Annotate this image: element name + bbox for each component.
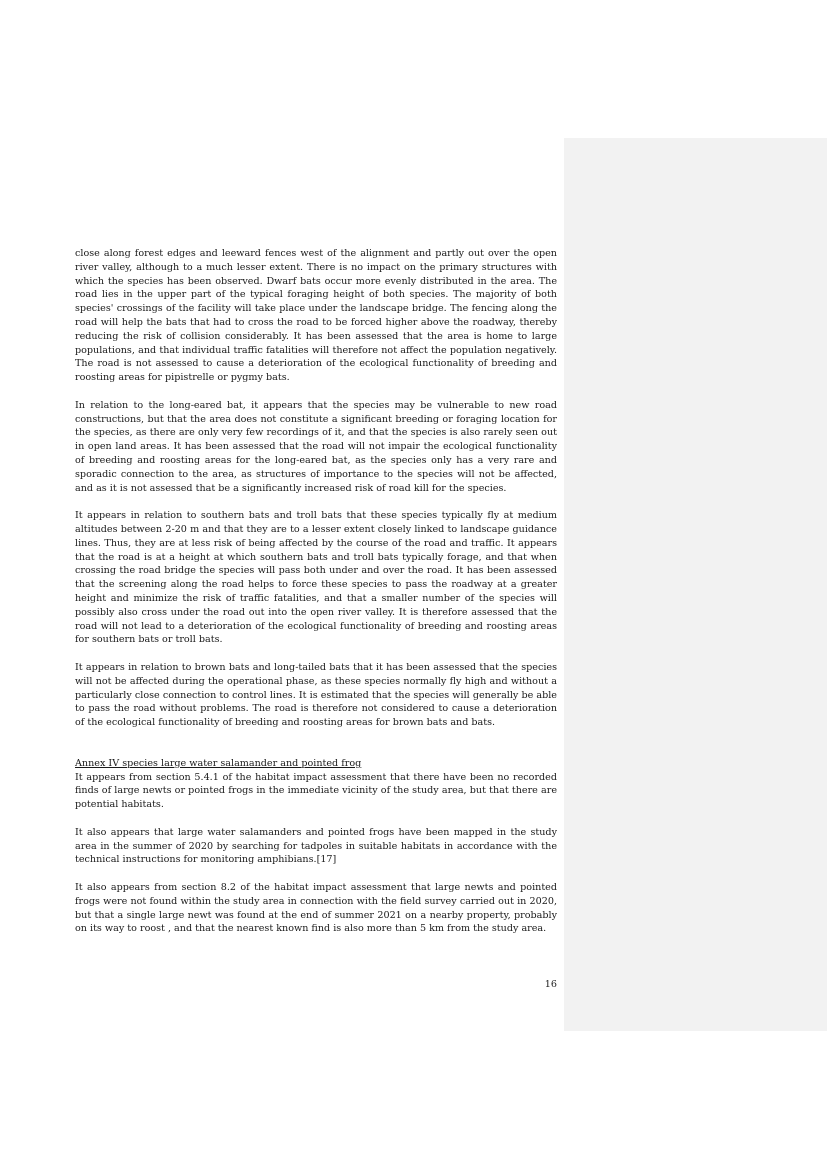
section-heading: Annex IV species large water salamander and pointed frog <box>75 757 362 769</box>
section-intro-paragraph <box>75 757 557 812</box>
body-paragraph-southern-troll-bats: It appears in relation to southern bats and troll bats that these species typically fly at medium altitudes between 2-20 m and that they are to a lesser extent closely linked to landscape guidance lines. Thus, they are at less risk of being affected by the course of the road and traffic. It appears that the road is at a height at which southern bats and troll bats typically forage, and that when crossing the road bridge the species will pass both under and over the road. It has been assessed that the screening along the road helps to force these species to pass the roadway at a greater height and minimize the risk of traffic fatalities, and that a smaller number of the species will possibly also cross under the road out into the open river valley. It is therefore assessed that the road will not lead to a deterioration of the ecological functionality of breeding and roosting areas for southern bats or troll bats. <box>75 510 557 646</box>
page-number: 16 <box>544 979 557 990</box>
section-paragraph-habitats: It appears from section 5.4.1 of the habitat impact assessment that there have been no recorded finds of large newts or pointed frogs in the immediate vicinity of the study area, but that there are potential habitats. <box>75 771 557 811</box>
comment-margin-pane <box>564 138 827 1031</box>
body-paragraph-pipistrelle: close along forest edges and leeward fences west of the alignment and partly out over the open river valley, although to a much lesser extent. There is no impact on the primary structures with which the species has been observed. Dwarf bats occur more evenly distributed in the area. The road lies in the upper part of the typical foraging height of both species. The majority of both species' crossings of the facility will take place under the landscape bridge. The fencing along the road will help the bats that had to cross the road to be forced higher above the roadway, thereby reducing the risk of collision considerably. It has been assessed that the area is home to large populations, and that individual traffic fatalities will therefore not affect the population negatively. The road is not assessed to cause a deterioration of the ecological functionality of breeding and roosting areas for pipistrelle or pygmy bats. <box>75 248 557 384</box>
document-body <box>75 247 557 950</box>
section-paragraph-mapping: It also appears that large water salamanders and pointed frogs have been mapped in the study area in the summer of 2020 by searching for tadpoles in suitable habitats in accordance with the technical instructions for monitoring amphibians.[17] <box>75 826 557 866</box>
section-paragraph-field-survey: It also appears from section 8.2 of the habitat impact assessment that large newts and pointed frogs were not found within the study area in connection with the field survey carried out in 2020, but that a single large newt was found at the end of summer 2021 on a nearby property, probably on its way to roost , and that the nearest known find is also more than 5 km from the study area. <box>75 882 557 935</box>
body-paragraph-brown-long-tailed-bats: It appears in relation to brown bats and long-tailed bats that it has been assessed that the species will not be affected during the operational phase, as these species normally fly high and without a particularly close connection to control lines. It is estimated that the species will generally be able to pass the road without problems. The road is therefore not considered to cause a deterioration of the ecological functionality of breeding and roosting areas for brown bats and bats. <box>75 661 557 729</box>
body-paragraph-long-eared-bat: In relation to the long-eared bat, it appears that the species may be vulnerable to new road constructions, but that the area does not constitute a significant breeding or foraging location for the species, as there are only very few recordings of it, and that the species is also rarely seen out in open land areas. It has been assessed that the road will not impair the ecological functionality of breeding and roosting areas for the long-eared bat, as the species only has a very rare and sporadic connection to the area, as structures of importance to the species will not be affected, and as it is not assessed that be a significantly increased risk of road kill for the species. <box>75 399 557 494</box>
